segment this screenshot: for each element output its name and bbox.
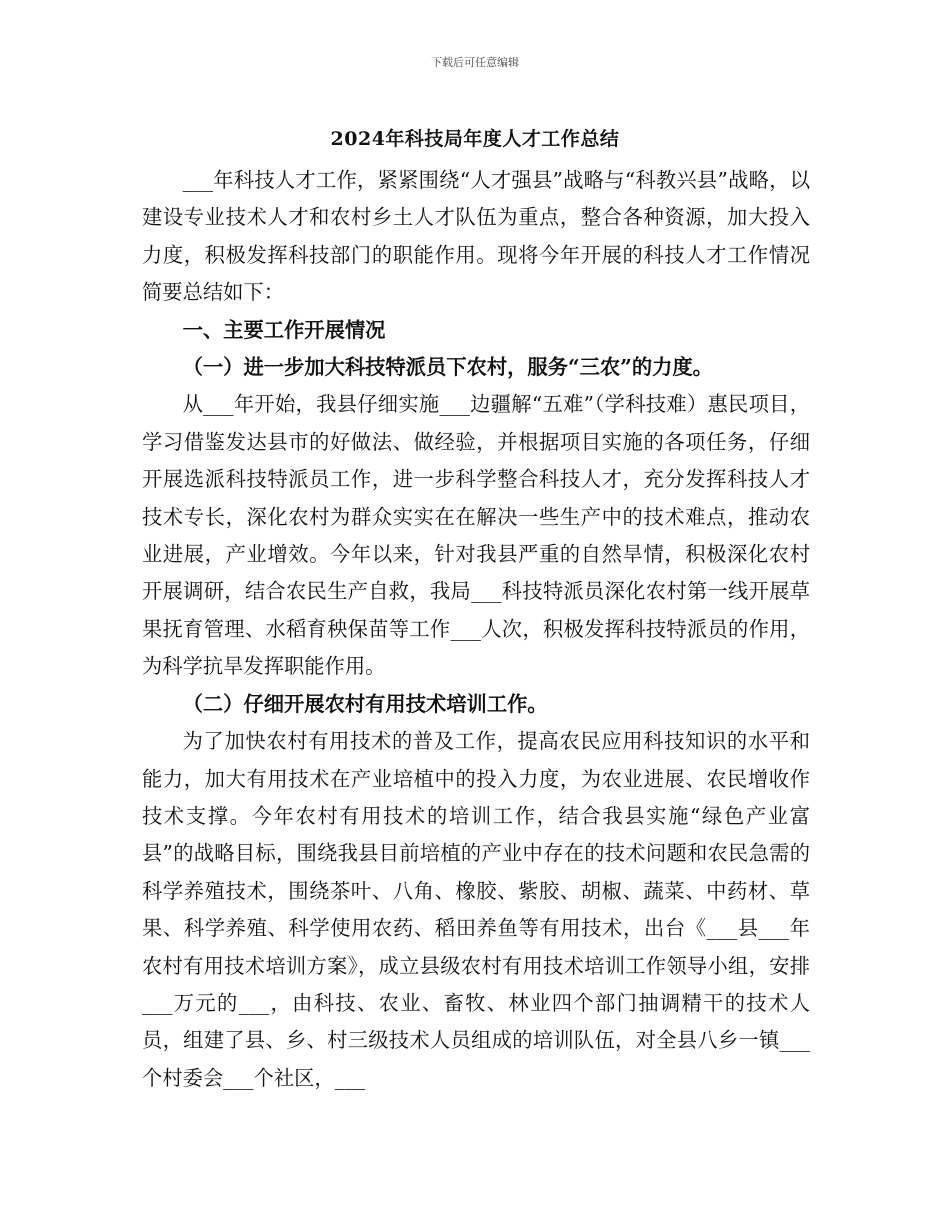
paragraph-tech-commissioners: 从___年开始，我县仔细实施___边疆解“五难”（学科技难）惠民项目，学习借鉴发达县市的好做法、做经验，并根据项目实施的各项任务，仔细开展选派科技特派员工作，进一步科学整合科技人才，充分发挥科技人才技术专长，深化农村为群众实实在在解决一些生产中的技术难点，推动农业进展，产业增效。今年以来，针对我县严重的自然旱情，积极深化农村开展调研，结合农民生产自救，我局___科技特派员深化农村第一线开展草果抚育管理、水稻育秧保苗等工作___人次，积极发挥科技特派员的作用，为科学抗旱发挥职能作用。 [142, 392, 810, 679]
document-title: 2024年科技局年度人才工作总结 [330, 128, 620, 150]
subsection-heading-2: （二）仔细开展农村有用技术培训工作。 [182, 691, 548, 716]
intro-paragraph: ___年科技人才工作，紧紧围绕“人才强县”战略与“科教兴县”战略，以建设专业技术人才和农村乡土人才队伍为重点，整合各种资源，加大投入力度，积极发挥科技部门的职能作用。现将今年开展的科技人才工作情况简要总结如下： [142, 168, 810, 305]
paragraph-training: 为了加快农村有用技术的普及工作，提高农民应用科技知识的水平和能力，加大有用技术在产业培植中的投入力度，为农业进展、农民增收作技术支撑。今年农村有用技术的培训工作，结合我县实施“绿色产业富县”的战略目标，围绕我县目前培植的产业中存在的技术问题和农民急需的科学养殖技术，围绕茶叶、八角、橡胶、紫胶、胡椒、蔬菜、中药材、草果、科学养殖、科学使用农药、稻田养鱼等有用技术，出台《___县___年农村有用技术培训方案》，成立县级农村有用技术培训工作领导小组，安排___万元的___，由科技、农业、畜牧、林业四个部门抽调精干的技术人员，组建了县、乡、村三级技术人员组成的培训队伍，对全县八乡一镇___个村委会___个社区，___ [142, 729, 810, 1090]
document-body [142, 162, 810, 1097]
header-note: 下载后可任意编辑 [431, 56, 519, 69]
section-heading-1: 一、主要工作开展情况 [182, 317, 386, 342]
subsection-heading-1: （一）进一步加大科技特派员下农村，服务“三农”的力度。 [182, 355, 713, 380]
